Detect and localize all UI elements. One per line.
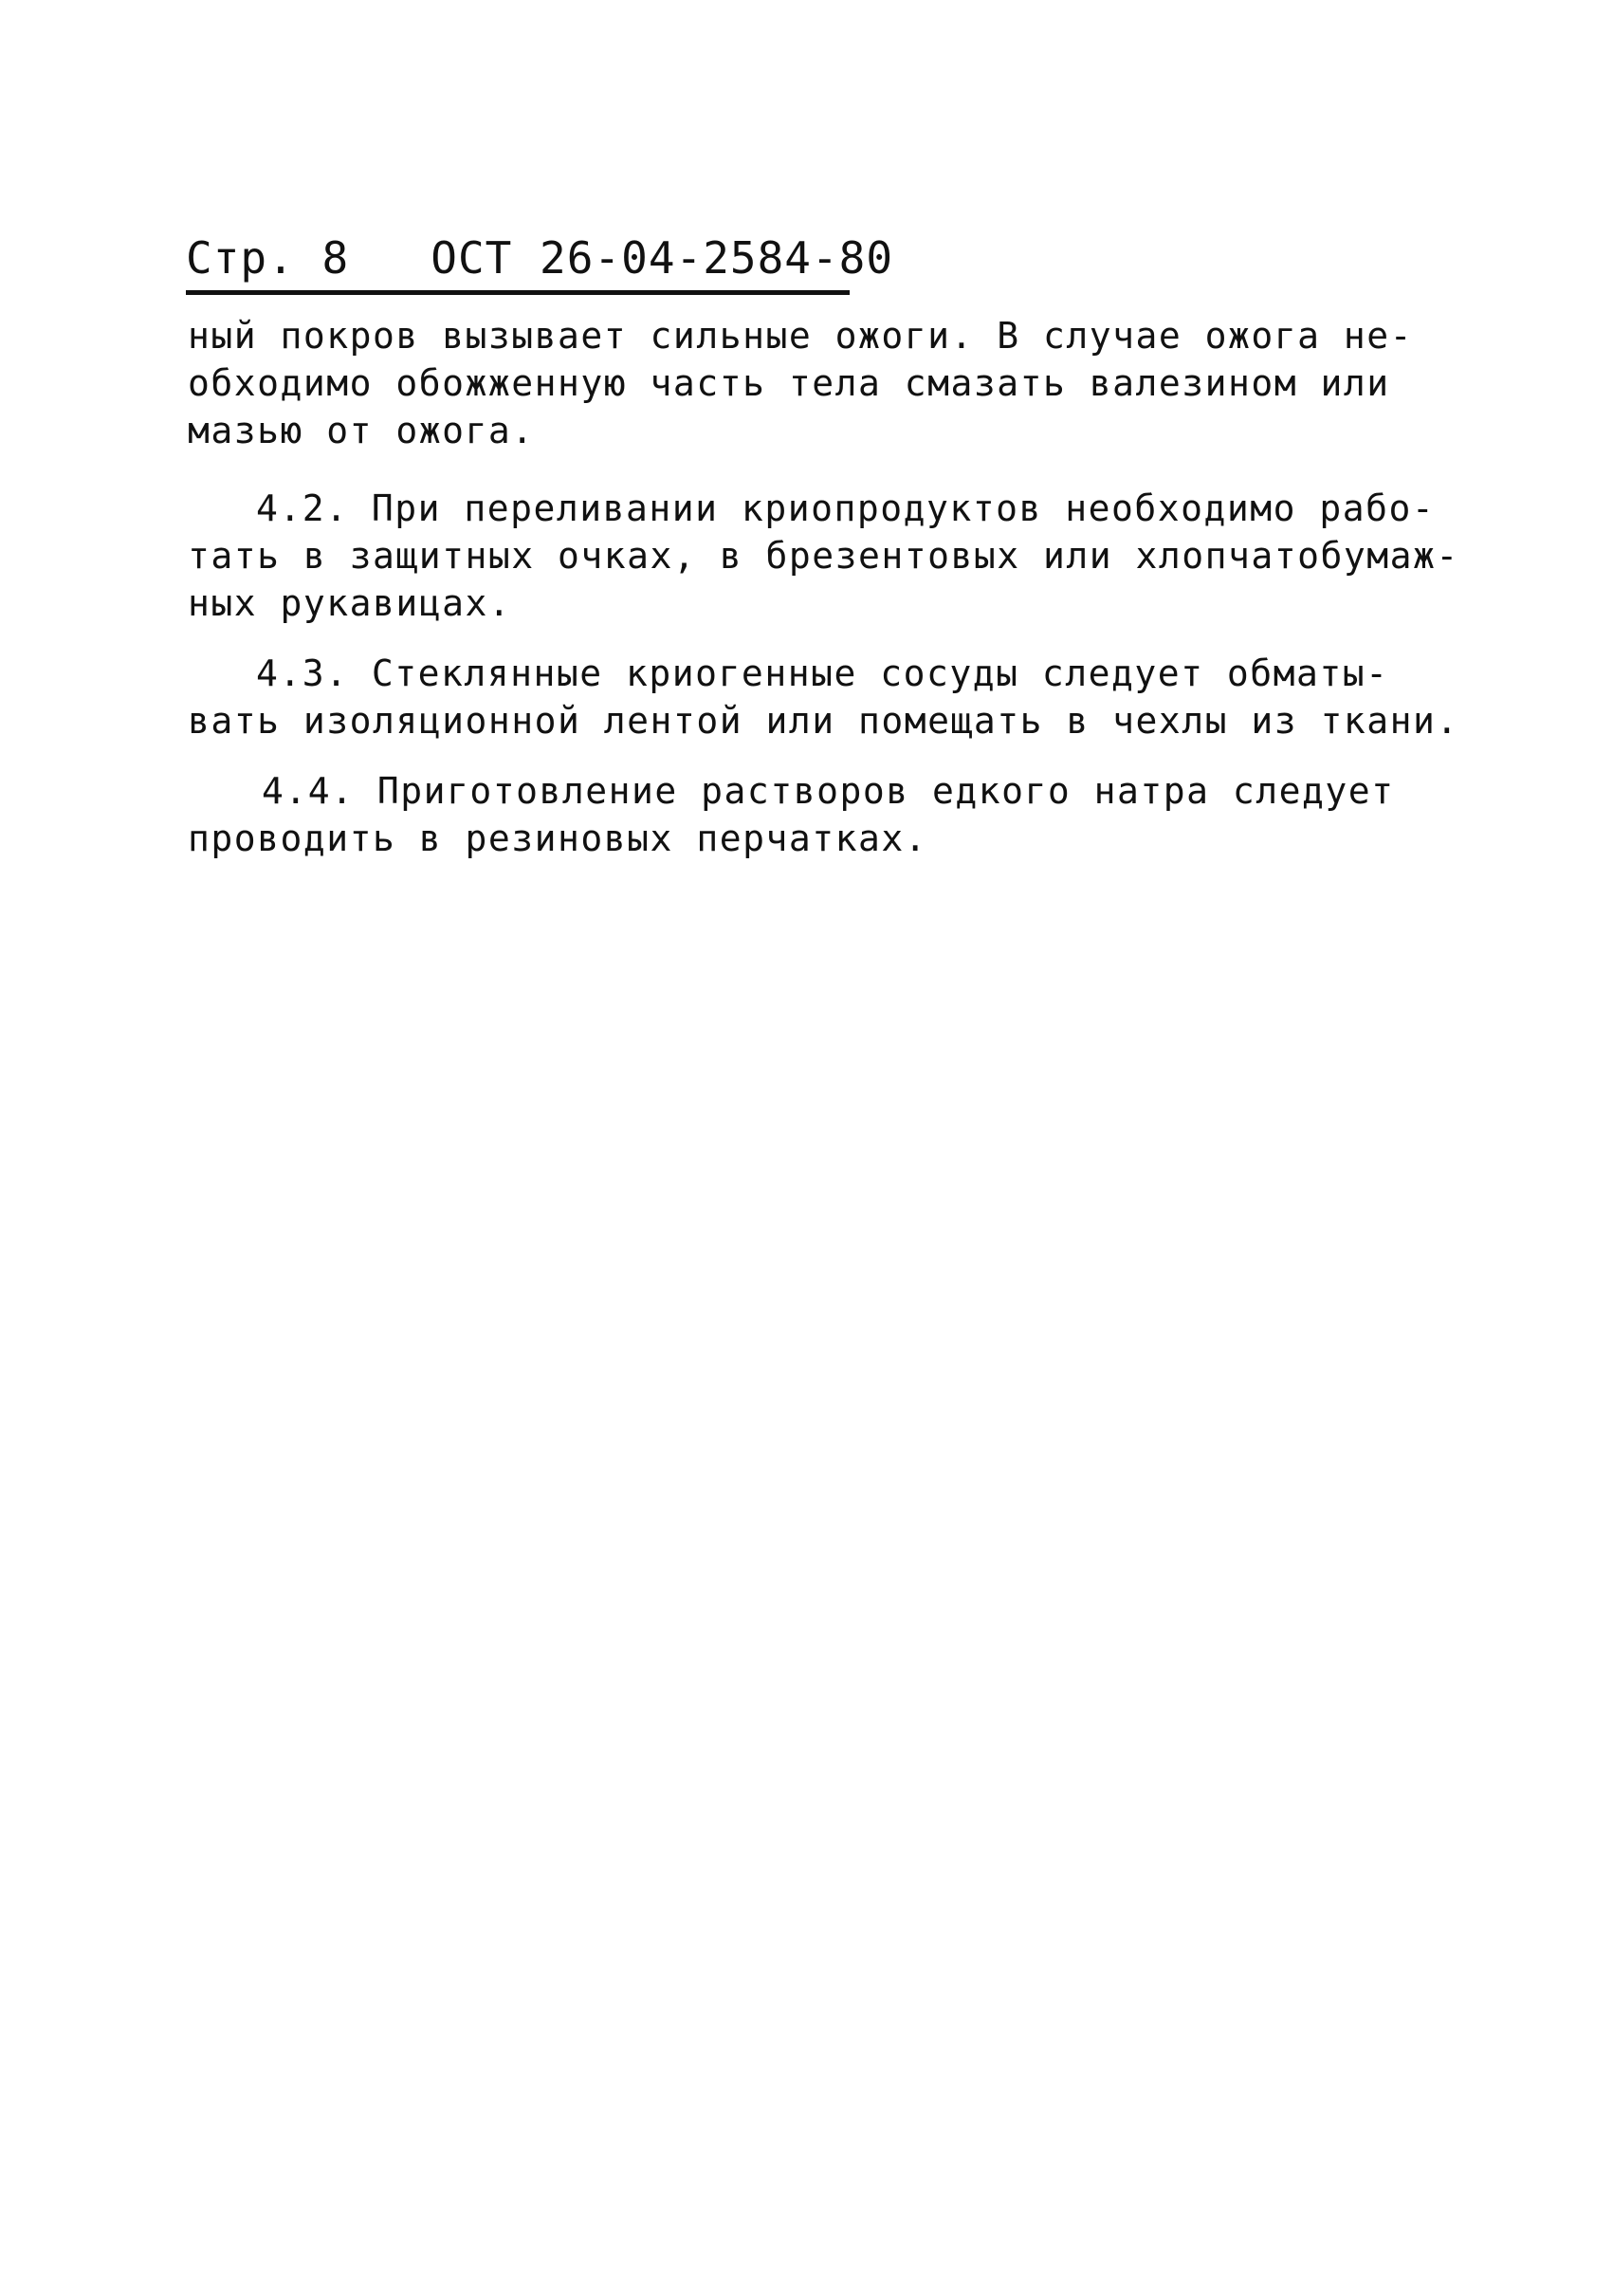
paragraph-4-3-line-2: вать изоляционной лентой или помещать в чехлы из ткани. <box>188 700 1459 742</box>
paragraph-4-4-line-2: проводить в резиновых перчатках. <box>188 817 928 859</box>
paragraph-4-4-line-1: 4.4. Приготовление растворов едкого натра следует <box>262 770 1395 812</box>
paragraph-4-2-line-1: 4.2. При переливании криопродуктов необходимо рабо- <box>256 487 1436 529</box>
standard-code: ОСТ 26-04-2584-80 <box>431 232 894 284</box>
page-header <box>186 231 894 296</box>
paragraph-4-3-line-1: 4.3. Стеклянные криогенные сосуды следует обматы- <box>256 652 1389 694</box>
paragraph-1-line-2: обходимо обожженную часть тела смазать валезином или <box>188 362 1390 404</box>
paragraph-1-line-3: мазью от ожога. <box>188 410 535 451</box>
paragraph-4-2-line-2: тать в защитных очках, в брезентовых или хлопчатобумаж- <box>188 535 1459 577</box>
paragraph-4-2-line-3: ных рукавицах. <box>188 582 512 624</box>
header-underline <box>186 290 850 295</box>
paragraph-1-line-1: ный покров вызывает сильные ожоги. В случае ожога не- <box>188 315 1414 357</box>
page-number-label: Стр. 8 <box>186 232 350 284</box>
